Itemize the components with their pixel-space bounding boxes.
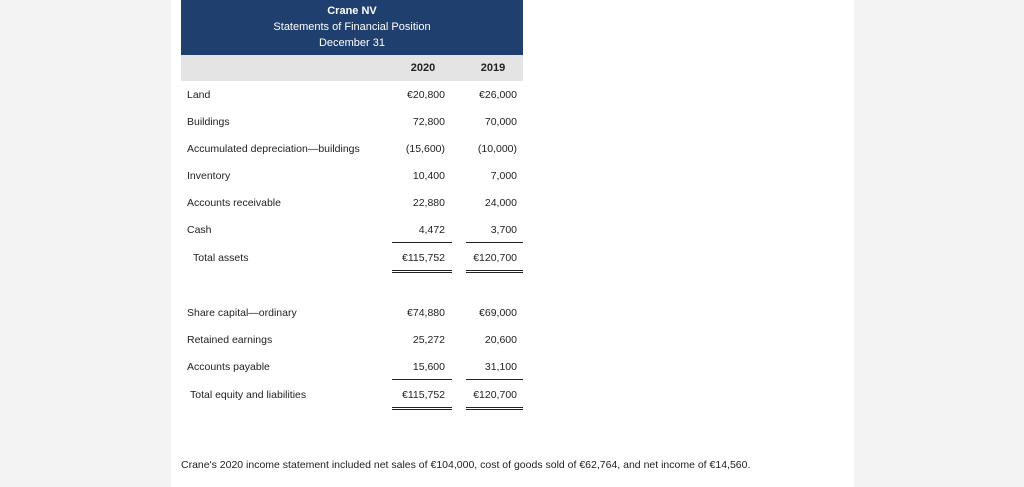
value-2019: (10,000)	[477, 143, 517, 155]
total-equity-liabilities-label: Total equity and liabilities	[190, 389, 307, 401]
value-2020: €74,880	[407, 307, 445, 319]
value-2019: 70,000	[484, 116, 517, 128]
value-2020: 15,600	[412, 361, 445, 373]
value-2020: 10,400	[412, 170, 445, 182]
table-row	[181, 194, 523, 212]
value-2020: 4,472	[418, 224, 445, 236]
row-label: Accounts payable	[187, 361, 270, 373]
table-row	[181, 304, 523, 322]
value-2019: 7,000	[490, 170, 517, 182]
value-2019: 24,000	[484, 197, 517, 209]
table-row	[181, 358, 523, 376]
subtotal-rule-2020	[392, 379, 452, 380]
table-row	[181, 331, 523, 349]
company-name: Crane NV	[327, 5, 377, 17]
row-label: Accounts receivable	[187, 197, 281, 209]
statement-page	[171, 0, 854, 487]
total-assets-label: Total assets	[193, 252, 249, 264]
total-double-rule-2019	[466, 270, 523, 273]
value-2019: 31,100	[484, 361, 517, 373]
column-2019: 2019	[480, 62, 506, 74]
row-label: Land	[187, 89, 211, 101]
table-row	[181, 113, 523, 131]
value-2020: 22,880	[412, 197, 445, 209]
table-row	[181, 86, 523, 104]
value-2019: 20,600	[484, 334, 517, 346]
total-assets-2019: €120,700	[473, 252, 517, 264]
statement-date: December 31	[318, 37, 386, 49]
row-label: Inventory	[187, 170, 231, 182]
row-label: Share capital—ordinary	[187, 307, 297, 319]
column-2020: 2020	[410, 62, 436, 74]
column-header-row	[181, 55, 523, 81]
total-double-rule-2020	[392, 270, 452, 273]
income-statement-note: Crane's 2020 income statement included net sales of €104,000, cost of goods sold of €62,764, and net income of €14,560.	[181, 459, 751, 471]
statement-title: Statements of Financial Position	[273, 21, 431, 33]
total-double-rule-2020	[392, 407, 452, 410]
subtotal-rule-2019	[466, 242, 523, 243]
value-2020: 25,272	[412, 334, 445, 346]
value-2019: €26,000	[479, 89, 517, 101]
table-row	[181, 221, 523, 239]
total-equity-liabilities-2019: €120,700	[473, 389, 517, 401]
table-row	[181, 140, 523, 158]
total-equity-liabilities-row	[181, 386, 523, 404]
table-row	[181, 167, 523, 185]
value-2020: (15,600)	[405, 143, 445, 155]
value-2020: 72,800	[412, 116, 445, 128]
total-equity-liabilities-2020: €115,752	[401, 389, 445, 401]
value-2019: €69,000	[479, 307, 517, 319]
total-assets-2020: €115,752	[401, 252, 445, 264]
row-label: Cash	[187, 224, 212, 236]
row-label: Retained earnings	[187, 334, 273, 346]
statement-header	[181, 0, 523, 55]
value-2019: 3,700	[490, 224, 517, 236]
row-label: Buildings	[187, 116, 230, 128]
subtotal-rule-2019	[466, 379, 523, 380]
total-assets-row	[181, 249, 523, 267]
value-2020: €20,800	[407, 89, 445, 101]
subtotal-rule-2020	[392, 242, 452, 243]
total-double-rule-2019	[466, 407, 523, 410]
row-label: Accumulated depreciation—buildings	[187, 143, 360, 155]
